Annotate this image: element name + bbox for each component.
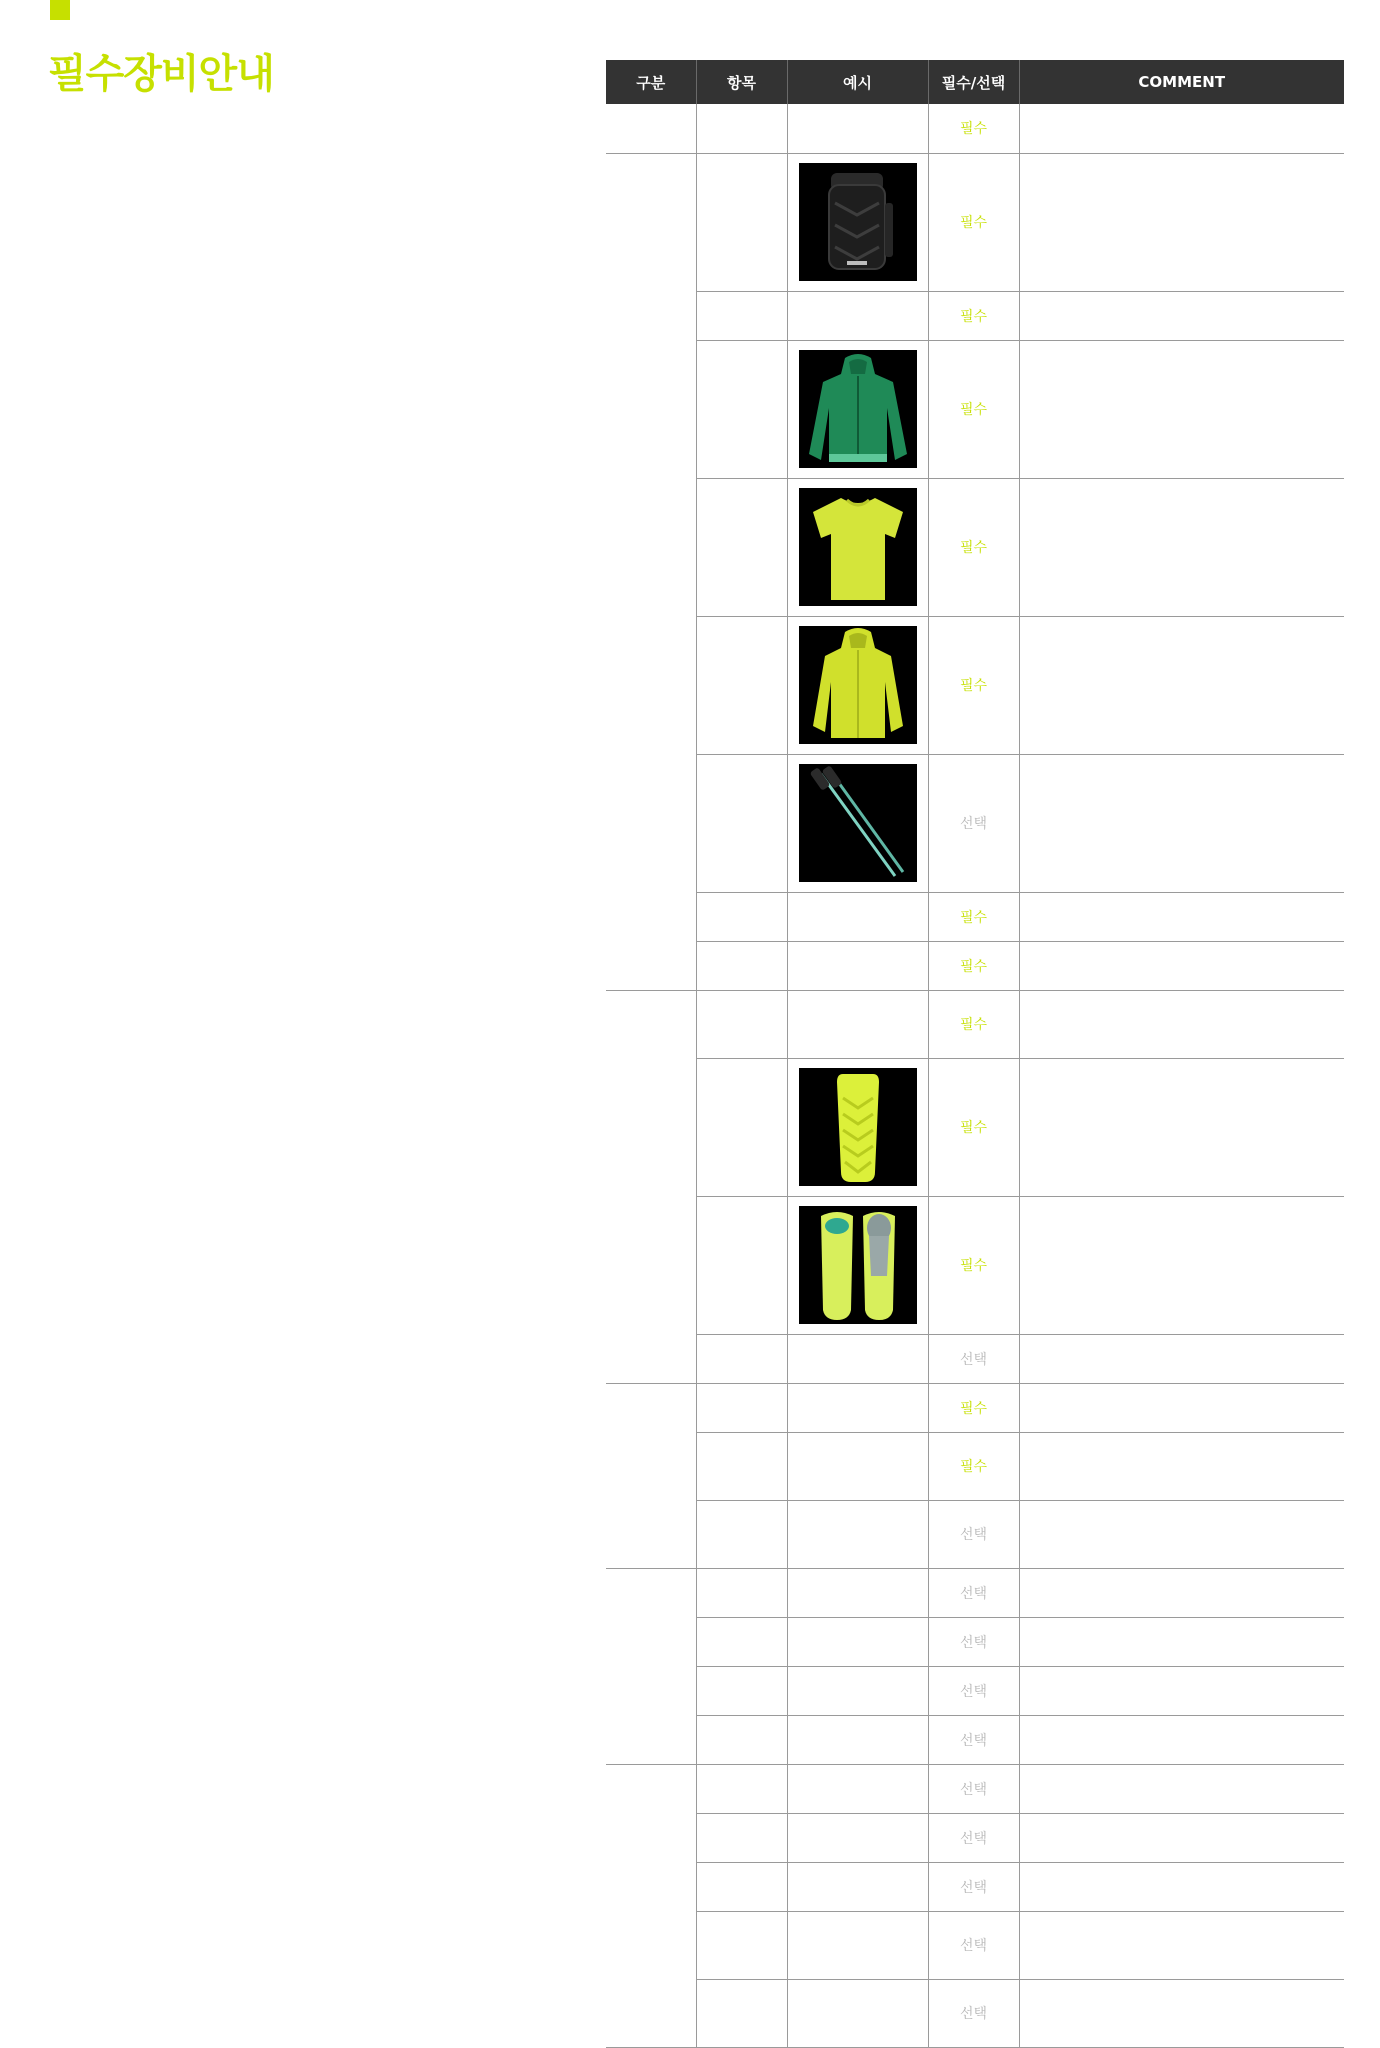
accent-bar — [50, 0, 70, 20]
item-cell — [696, 1911, 787, 1979]
backpack-icon — [799, 163, 917, 281]
comment-cell — [1019, 153, 1344, 291]
header-required: 필수/선택 — [928, 60, 1019, 104]
example-cell — [787, 1500, 928, 1568]
category-cell — [606, 990, 696, 1383]
required-cell: 필수 — [928, 941, 1019, 990]
comment-cell — [1019, 1979, 1344, 2047]
table-row — [606, 1568, 1344, 1617]
table-row — [606, 1617, 1344, 1666]
example-cell — [787, 291, 928, 340]
item-cell — [696, 1715, 787, 1764]
table-row — [606, 1666, 1344, 1715]
item-cell — [696, 1058, 787, 1196]
comment-cell — [1019, 1666, 1344, 1715]
item-cell — [696, 104, 787, 153]
comment-cell — [1019, 990, 1344, 1058]
required-cell: 필수 — [928, 990, 1019, 1058]
comment-cell — [1019, 1432, 1344, 1500]
example-cell — [787, 892, 928, 941]
comment-cell — [1019, 291, 1344, 340]
comment-cell — [1019, 104, 1344, 153]
table-row — [606, 941, 1344, 990]
comment-cell — [1019, 941, 1344, 990]
example-cell — [787, 153, 928, 291]
item-cell — [696, 616, 787, 754]
required-cell: 필수 — [928, 1196, 1019, 1334]
required-cell: 선택 — [928, 1334, 1019, 1383]
category-cell — [606, 1764, 696, 2047]
header-item: 항목 — [696, 60, 787, 104]
comment-cell — [1019, 892, 1344, 941]
required-cell: 필수 — [928, 340, 1019, 478]
example-cell — [787, 941, 928, 990]
trekking-poles-icon — [799, 764, 917, 882]
comment-cell — [1019, 1568, 1344, 1617]
sleeping-mat-icon — [799, 1068, 917, 1186]
page-title: 필수장비안내 — [48, 51, 274, 97]
comment-cell — [1019, 478, 1344, 616]
comment-cell — [1019, 1058, 1344, 1196]
table-row — [606, 1715, 1344, 1764]
table-row — [606, 616, 1344, 754]
example-cell — [787, 1666, 928, 1715]
required-cell: 필수 — [928, 616, 1019, 754]
item-cell — [696, 291, 787, 340]
item-cell — [696, 1383, 787, 1432]
table-row — [606, 340, 1344, 478]
table-row — [606, 1862, 1344, 1911]
required-cell: 선택 — [928, 1500, 1019, 1568]
table-row — [606, 892, 1344, 941]
example-cell — [787, 1813, 928, 1862]
comment-cell — [1019, 616, 1344, 754]
example-cell — [787, 1862, 928, 1911]
table-row — [606, 1979, 1344, 2047]
required-cell: 필수 — [928, 104, 1019, 153]
item-cell — [696, 1666, 787, 1715]
example-cell — [787, 616, 928, 754]
comment-cell — [1019, 1617, 1344, 1666]
required-cell: 필수 — [928, 478, 1019, 616]
required-cell: 필수 — [928, 291, 1019, 340]
item-cell — [696, 990, 787, 1058]
table-row — [606, 291, 1344, 340]
required-cell: 선택 — [928, 1979, 1019, 2047]
required-cell: 필수 — [928, 1383, 1019, 1432]
example-cell — [787, 1058, 928, 1196]
required-cell: 선택 — [928, 1568, 1019, 1617]
table-row — [606, 1196, 1344, 1334]
item-cell — [696, 1500, 787, 1568]
table-row — [606, 1911, 1344, 1979]
item-cell — [696, 1862, 787, 1911]
table-row — [606, 1058, 1344, 1196]
required-cell: 선택 — [928, 1911, 1019, 1979]
item-cell — [696, 1979, 787, 2047]
item-cell — [696, 1617, 787, 1666]
item-cell — [696, 1432, 787, 1500]
comment-cell — [1019, 1334, 1344, 1383]
required-cell: 선택 — [928, 1715, 1019, 1764]
category-cell — [606, 104, 696, 153]
sleeping-bag-icon — [799, 1206, 917, 1324]
example-cell — [787, 1432, 928, 1500]
item-cell — [696, 478, 787, 616]
example-cell — [787, 1911, 928, 1979]
category-cell — [606, 1568, 696, 1764]
comment-cell — [1019, 340, 1344, 478]
example-cell — [787, 1617, 928, 1666]
table-row — [606, 153, 1344, 291]
comment-cell — [1019, 1196, 1344, 1334]
example-cell — [787, 478, 928, 616]
example-cell — [787, 1383, 928, 1432]
table-row — [606, 990, 1344, 1058]
example-cell — [787, 104, 928, 153]
header-comment: COMMENT — [1019, 60, 1344, 104]
example-cell — [787, 754, 928, 892]
comment-cell — [1019, 1862, 1344, 1911]
example-cell — [787, 340, 928, 478]
table-row — [606, 1813, 1344, 1862]
table-row — [606, 1764, 1344, 1813]
example-cell — [787, 990, 928, 1058]
example-cell — [787, 1979, 928, 2047]
item-cell — [696, 1196, 787, 1334]
category-cell — [606, 1383, 696, 1568]
table-header-row — [606, 60, 1344, 104]
required-cell: 필수 — [928, 153, 1019, 291]
table-row — [606, 754, 1344, 892]
item-cell — [696, 754, 787, 892]
comment-cell — [1019, 1383, 1344, 1432]
comment-cell — [1019, 1764, 1344, 1813]
item-cell — [696, 1813, 787, 1862]
required-cell: 선택 — [928, 1764, 1019, 1813]
comment-cell — [1019, 1813, 1344, 1862]
item-cell — [696, 892, 787, 941]
example-cell — [787, 1715, 928, 1764]
comment-cell — [1019, 1500, 1344, 1568]
required-cell: 필수 — [928, 1432, 1019, 1500]
item-cell — [696, 153, 787, 291]
required-cell: 필수 — [928, 1058, 1019, 1196]
header-category: 구분 — [606, 60, 696, 104]
item-cell — [696, 1764, 787, 1813]
item-cell — [696, 1334, 787, 1383]
required-cell: 선택 — [928, 1666, 1019, 1715]
header-example: 예시 — [787, 60, 928, 104]
required-cell: 선택 — [928, 1813, 1019, 1862]
example-cell — [787, 1196, 928, 1334]
required-cell: 선택 — [928, 1617, 1019, 1666]
yellow-tshirt-icon — [799, 488, 917, 606]
required-cell: 선택 — [928, 754, 1019, 892]
example-cell — [787, 1764, 928, 1813]
example-cell — [787, 1334, 928, 1383]
required-cell: 선택 — [928, 1862, 1019, 1911]
comment-cell — [1019, 1715, 1344, 1764]
item-cell — [696, 941, 787, 990]
table-row — [606, 1432, 1344, 1500]
table-row — [606, 1383, 1344, 1432]
category-cell — [606, 153, 696, 990]
table-row — [606, 1500, 1344, 1568]
table-row — [606, 104, 1344, 153]
comment-cell — [1019, 1911, 1344, 1979]
item-cell — [696, 340, 787, 478]
example-cell — [787, 1568, 928, 1617]
table-row — [606, 478, 1344, 616]
green-rain-jacket-icon — [799, 350, 917, 468]
yellow-jacket-icon — [799, 626, 917, 744]
required-cell: 필수 — [928, 892, 1019, 941]
gear-table — [606, 60, 1344, 2048]
table-row — [606, 1334, 1344, 1383]
item-cell — [696, 1568, 787, 1617]
comment-cell — [1019, 754, 1344, 892]
